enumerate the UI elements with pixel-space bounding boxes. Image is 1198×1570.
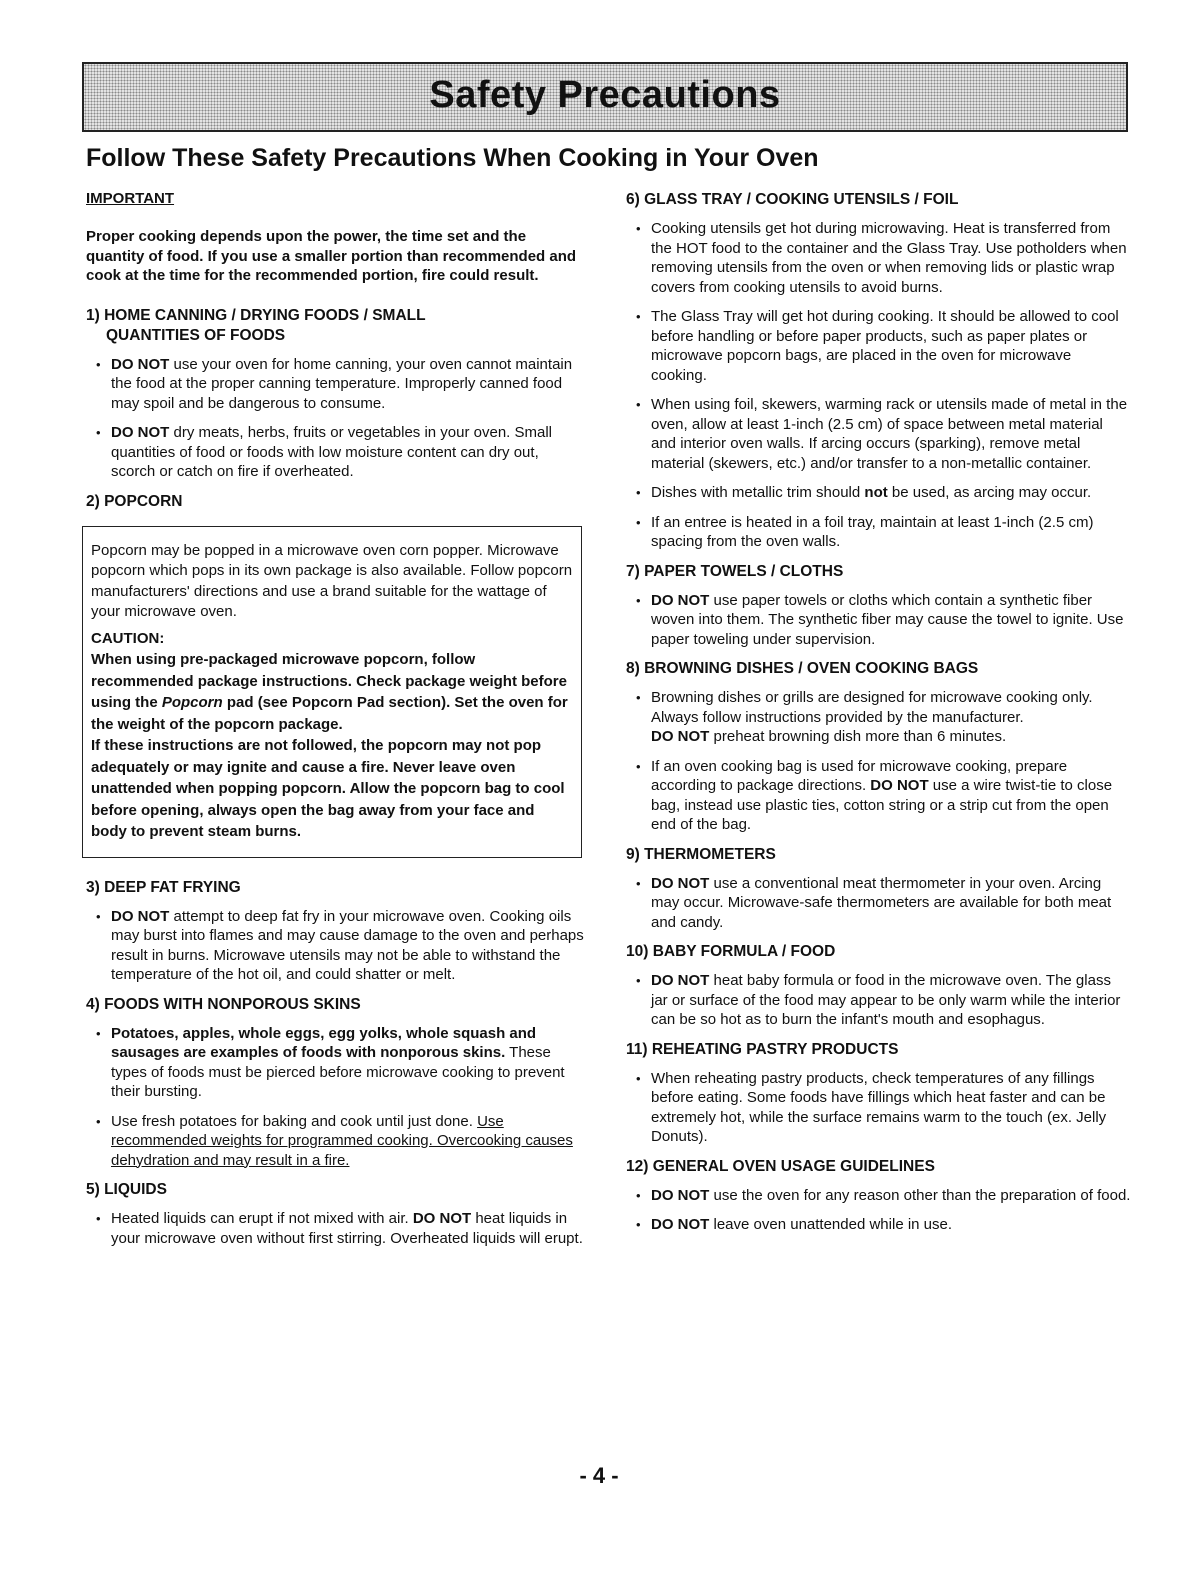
section-heading: 1) HOME CANNING / DRYING FOODS / SMALL QUANTITIES OF FOODS xyxy=(86,306,426,344)
popcorn-caution-box xyxy=(82,526,582,858)
important-text: Proper cooking depends upon the power, the time set and the quantity of food. If you use a smaller portion than recommended and cook at the time for the recommended portion, fire could result. xyxy=(86,228,577,284)
list-item: • DO NOT use paper towels or cloths which contain a synthetic fiber woven into them. The synthetic fiber may cause the towel to ignite. Use paper toweling under supervision. xyxy=(626,591,1131,650)
list-item: • DO NOT dry meats, herbs, fruits or vegetables in your oven. Small quantities of food or foods with low moisture content can dry out, scorch or catch on fire if overheated. xyxy=(86,423,586,482)
list-item: • DO NOT attempt to deep fat fry in your microwave oven. Cooking oils may burst into flames and may cause damage to the oven and perhaps result in burns. Microwave utensils may not be able to withstand the temperature of the hot oil, and could shatter or melt. xyxy=(86,907,586,985)
page-title: Safety Precautions xyxy=(429,74,781,116)
list-item: • Use fresh potatoes for baking and cook until just done. Use recommended weights for programmed cooking. Overcooking causes dehydration and may result in a fire. xyxy=(86,1112,586,1171)
important-label: IMPORTANT xyxy=(86,190,175,207)
section-deep-fat-frying xyxy=(86,878,586,985)
section-nonporous-skins xyxy=(86,995,586,1171)
caution-label: CAUTION: xyxy=(91,629,165,647)
section-heading: 3) DEEP FAT FRYING xyxy=(86,878,241,896)
list-item: • Cooking utensils get hot during microwaving. Heat is transferred from the HOT food to the container and the Glass Tray. Use potholders when removing utensils from the oven or when removing lids or plastic wrap covers from cooking utensils to avoid burns. xyxy=(626,219,1131,297)
section-heading: 8) BROWNING DISHES / OVEN COOKING BAGS xyxy=(626,660,979,677)
section-heading: 12) GENERAL OVEN USAGE GUIDELINES xyxy=(626,1157,935,1175)
section-glass-tray xyxy=(626,190,1131,552)
list-item: • If an entree is heated in a foil tray, maintain at least 1-inch (2.5 cm) spacing from the oven walls. xyxy=(626,513,1131,552)
title-banner xyxy=(82,62,1128,132)
section-browning-dishes xyxy=(626,659,1131,835)
list-item: • When reheating pastry products, check temperatures of any fillings before eating. Some foods have fillings which heat faster and can be extremely hot, while the surface remains warm to the touch (ex. Jelly Donuts). xyxy=(626,1069,1131,1147)
page-number: - 4 - xyxy=(579,1463,619,1488)
popcorn-text: Popcorn may be popped in a microwave oven corn popper. Microwave popcorn which pops in its own package is also available. Follow popcorn manufacturers' directions and use a brand suitable for the wattage of your microwave oven. xyxy=(91,541,573,620)
section-baby-formula xyxy=(626,942,1131,1030)
list-item: • DO NOT use your oven for home canning, your oven cannot maintain the food at the proper canning temperature. Improperly canned food may spoil and be dangerous to consume. xyxy=(86,355,586,414)
section-home-canning xyxy=(86,306,586,482)
list-item: • Browning dishes or grills are designed for microwave cooking only. Always follow instructions provided by the manufacturer. DO NOT preheat browning dish more than 6 minutes. xyxy=(626,688,1131,747)
section-pastry-products xyxy=(626,1040,1131,1147)
section-liquids xyxy=(86,1180,586,1248)
list-item: • The Glass Tray will get hot during cooking. It should be allowed to cool before handling or before paper products, such as paper plates or microwave popcorn bags, are placed in the oven for microwave cooking. xyxy=(626,307,1131,385)
list-item: • Heated liquids can erupt if not mixed with air. DO NOT heat liquids in your microwave oven without first stirring. Overheated liquids will erupt. xyxy=(86,1209,586,1248)
list-item: • DO NOT use a conventional meat thermometer in your oven. Arcing may occur. Microwave-safe thermometers are available for both meat and candy. xyxy=(626,874,1131,933)
section-general-usage xyxy=(626,1157,1131,1235)
section-paper-towels xyxy=(626,562,1131,650)
caution-warning: If these instructions are not followed, the popcorn may not pop adequately or may ignite and cause a fire. Never leave oven unattended when popping popcorn. Allow the popcorn bag to cool before opening, always open the bag away from your face and body to prevent steam burns. xyxy=(91,737,565,840)
list-item: • DO NOT heat baby formula or food in the microwave oven. The glass jar or surface of the food may appear to be only warm while the interior can be so hot as to burn the infant's mouth and esophagus. xyxy=(626,971,1131,1030)
section-heading: 2) POPCORN xyxy=(86,492,183,510)
list-item: • When using foil, skewers, warming rack or utensils made of metal in the oven, allow at least 1-inch (2.5 cm) of space between metal material and interior oven walls. If arcing occurs (sparking), remove metal material (skewers, etc.) and/or transfer to a non-metallic container. xyxy=(626,395,1131,473)
list-item: • DO NOT leave oven unattended while in use. xyxy=(626,1215,1131,1235)
section-heading: 11) REHEATING PASTRY PRODUCTS xyxy=(626,1040,899,1058)
list-item: • If an oven cooking bag is used for microwave cooking, prepare according to package directions. DO NOT use a wire twist-tie to close bag, instead use plastic ties, cotton string or a strip cut from the open end of the bag. xyxy=(626,757,1131,835)
section-heading: 9) THERMOMETERS xyxy=(626,845,776,863)
section-heading: 10) BABY FORMULA / FOOD xyxy=(626,943,836,960)
list-item: • Potatoes, apples, whole eggs, egg yolks, whole squash and sausages are examples of foods with nonporous skins. These types of foods must be pierced before microwave cooking to prevent their bursting. xyxy=(86,1024,586,1102)
page-subtitle: Follow These Safety Precautions When Cooking in Your Oven xyxy=(86,144,819,172)
list-item: • Dishes with metallic trim should not be used, as arcing may occur. xyxy=(626,483,1131,503)
section-heading: 7) PAPER TOWELS / CLOTHS xyxy=(626,562,844,580)
section-heading: 4) FOODS WITH NONPOROUS SKINS xyxy=(86,995,361,1013)
right-column xyxy=(626,190,1131,1245)
section-heading: 6) GLASS TRAY / COOKING UTENSILS / FOIL xyxy=(626,191,959,208)
section-popcorn xyxy=(86,492,586,858)
section-thermometers xyxy=(626,845,1131,933)
section-heading: 5) LIQUIDS xyxy=(86,1181,167,1198)
list-item: • DO NOT use the oven for any reason other than the preparation of food. xyxy=(626,1186,1131,1206)
left-column xyxy=(86,190,586,1258)
caution-text: When using pre-packaged microwave popcorn, follow recommended package instructions. Check package weight before using the Popcorn pad (see Popcorn Pad section). Set the oven for the weight of the popcorn package. xyxy=(91,651,568,733)
